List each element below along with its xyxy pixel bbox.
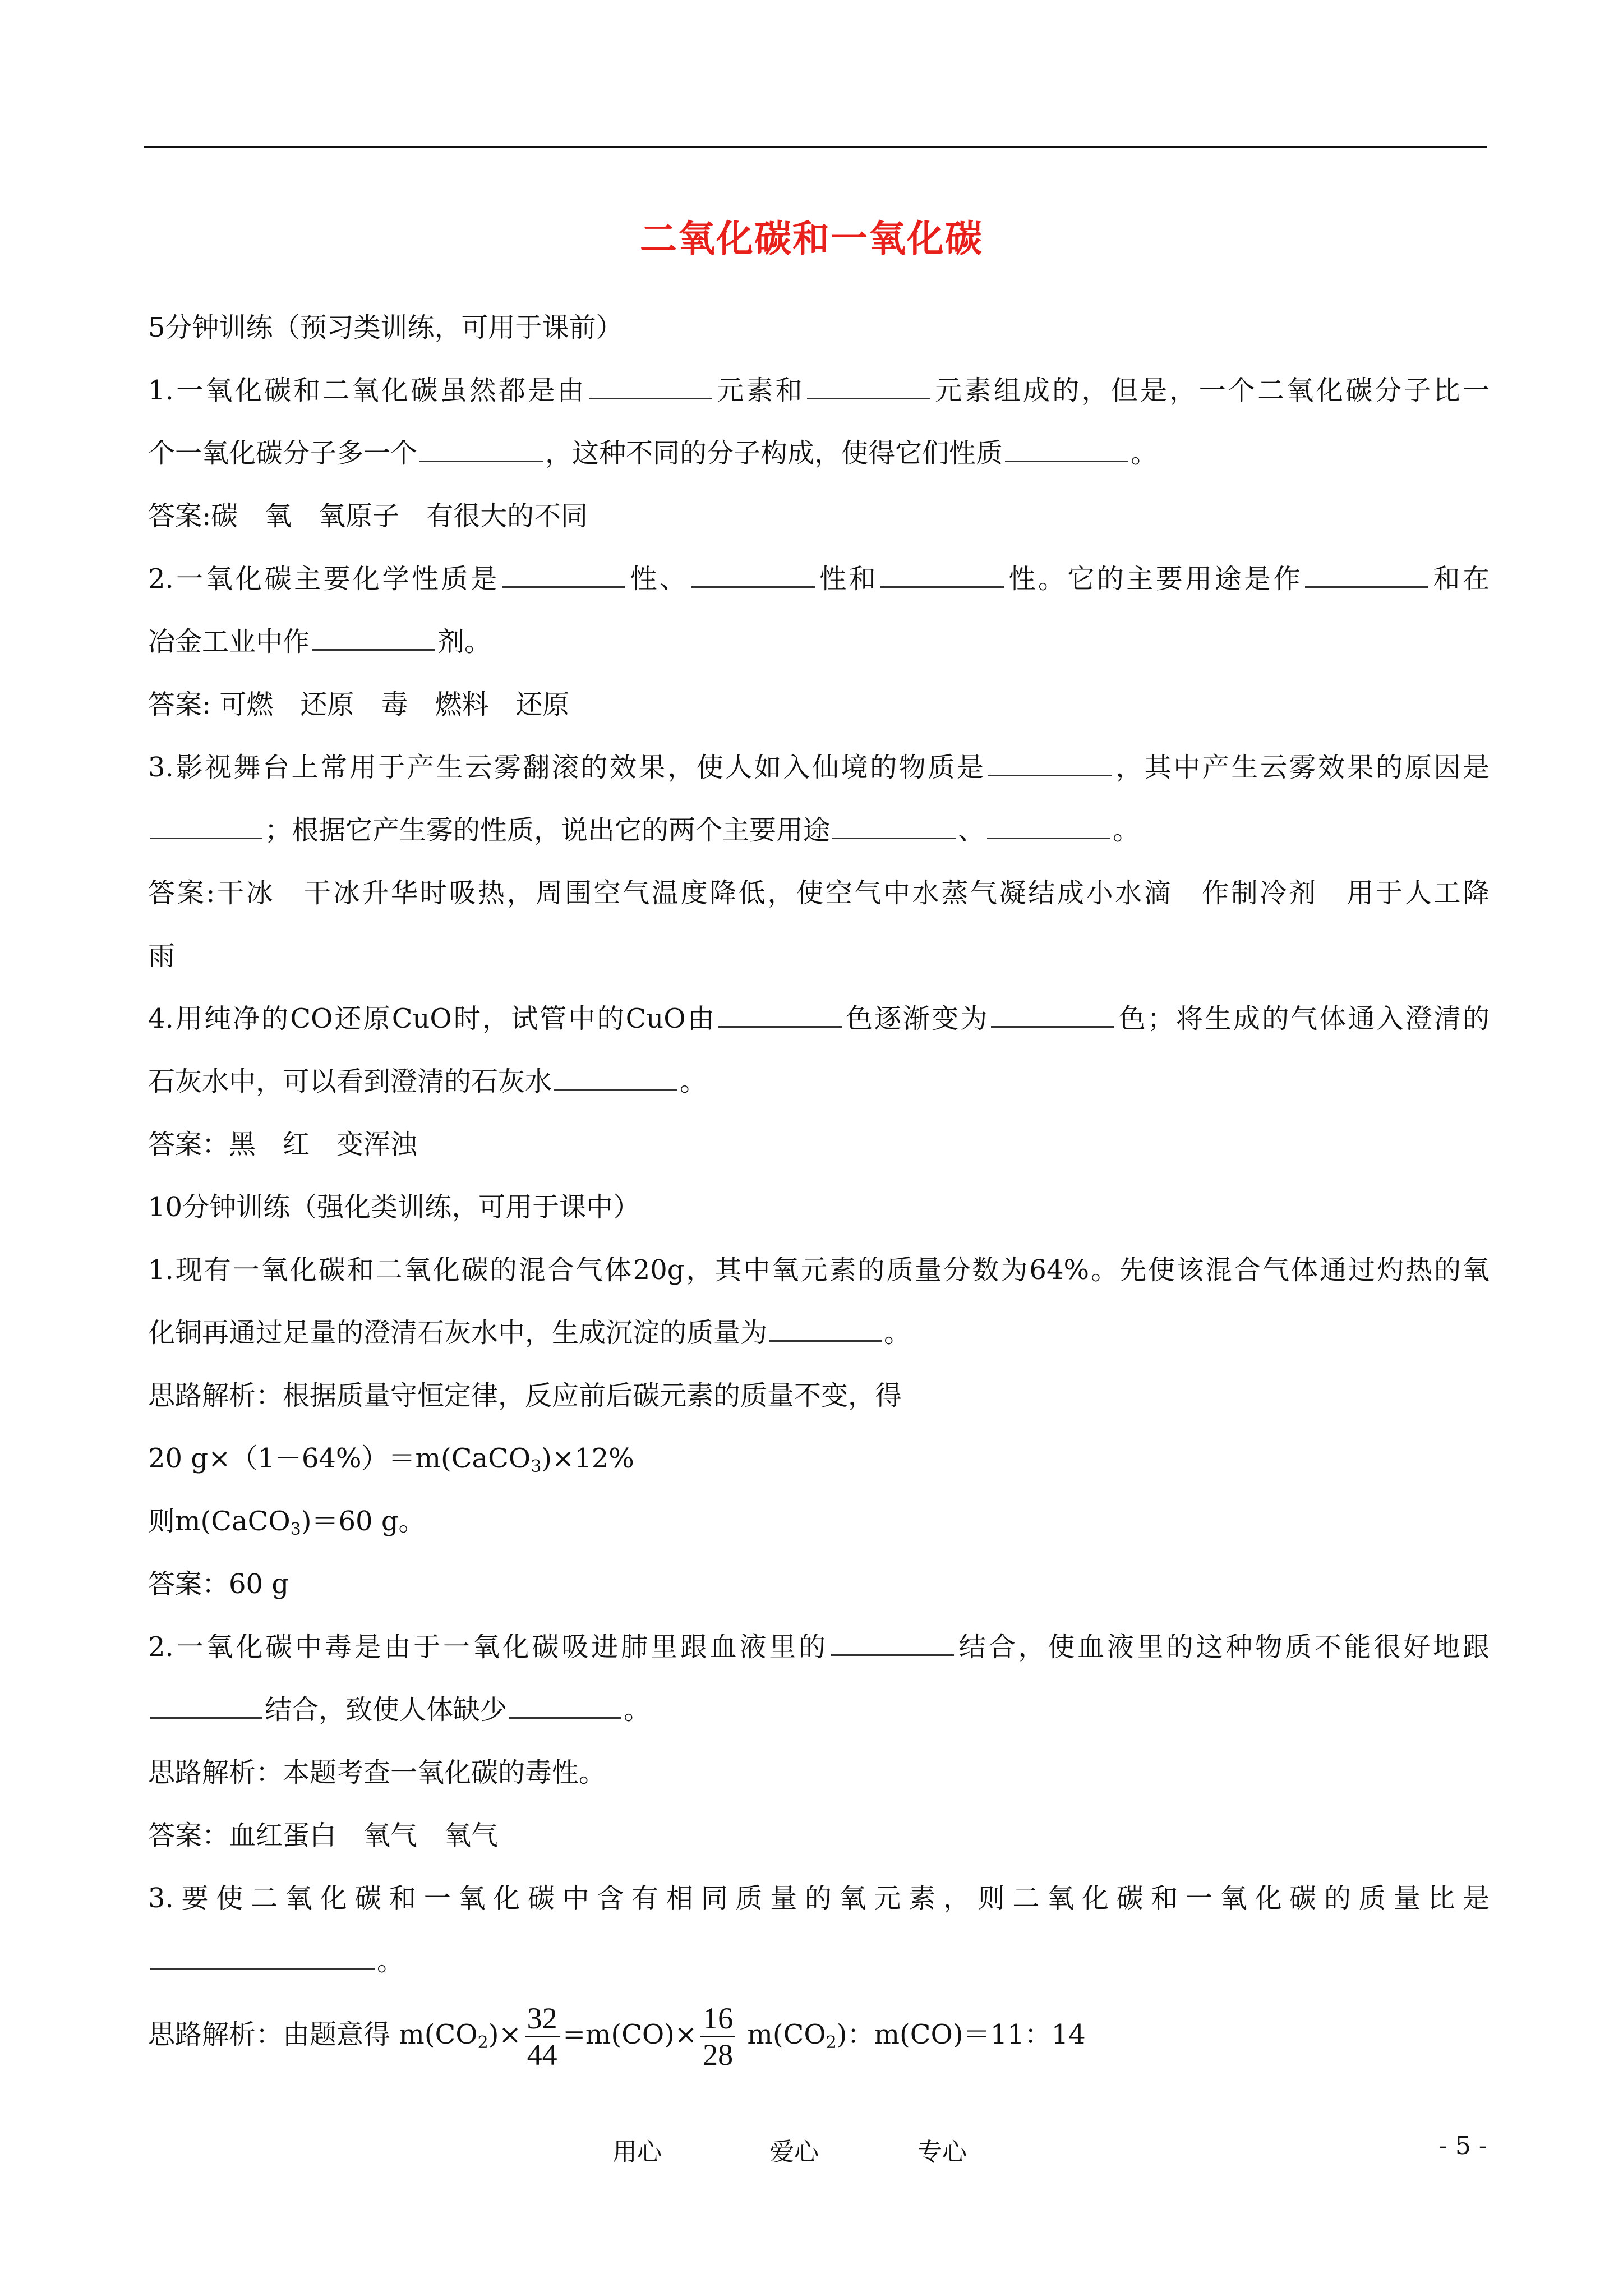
page-title: 二氧化碳和一氧化碳 <box>640 217 983 260</box>
q1-line-1: 1.一氧化碳和二氧化碳虽然都是由 元素和 元素组成的，但是，一个二氧化碳分子比一 <box>148 375 1490 406</box>
p3-analysis: 思路解析：由题意得 $m(CO_2)\times$ $\frac{32}{44}$ =m(CO)× $\frac{16}{28}$ $m(CO_2)$：m(CO)＝11：14 <box>148 2001 1086 2072</box>
p2-answer: 答案：血红蛋白 氧气 氧气 <box>148 1820 499 1851</box>
q3-blank-1[interactable] <box>988 752 1112 776</box>
q1-blank-4[interactable] <box>1005 438 1128 462</box>
p3-blank-1[interactable] <box>150 1946 375 1970</box>
q2-blank-3[interactable] <box>880 564 1004 588</box>
p1-answer: 答案：60 g <box>148 1568 289 1600</box>
section-heading-5min: 5分钟训练（预习类训练，可用于课前） <box>148 312 623 343</box>
p3-line-2: 。 <box>148 1930 1490 1993</box>
q4-line-1: 4.用纯净的CO还原CuO时，试管中的CuO由 色逐渐变为 色；将生成的气体通入澄清的 <box>148 1003 1490 1034</box>
p1-line-2: 化铜再通过足量的澄清石灰水中，生成沉淀的质量为 。 <box>148 1317 911 1349</box>
q3-answer-line-2: 雨 <box>148 940 176 972</box>
q4-blank-2[interactable] <box>991 1004 1114 1028</box>
p2-blank-2[interactable] <box>150 1695 262 1719</box>
footer-word-3: 专心 <box>917 2138 967 2166</box>
q2-blank-1[interactable] <box>502 564 625 588</box>
q1-blank-3[interactable] <box>419 438 543 462</box>
p1-analysis: 思路解析：根据质量守恒定律，反应前后碳元素的质量不变，得 <box>148 1380 902 1411</box>
p2-line-2: 结合，致使人体缺少 。 <box>148 1678 1490 1741</box>
q4-blank-1[interactable] <box>718 1004 842 1028</box>
q3-line-1: 3.影视舞台上常用于产生云雾翻滚的效果，使人如入仙境的物质是 ，其中产生云雾效果的原因是 <box>148 752 1490 783</box>
p2-line-1: 2.一氧化碳中毒是由于一氧化碳吸进肺里跟血液里的 结合，使血液里的这种物质不能很好地跟 <box>148 1631 1490 1663</box>
q1-answer: 答案:碳 氧 氧原子 有很大的不同 <box>148 500 588 532</box>
section-heading-10min: 10分钟训练（强化类训练，可用于课中） <box>148 1191 640 1223</box>
p2-blank-1[interactable] <box>831 1632 954 1656</box>
footer-word-1: 用心 <box>612 2138 662 2166</box>
p2-blank-3[interactable] <box>509 1695 621 1719</box>
q4-blank-3[interactable] <box>554 1066 677 1091</box>
footer-word-2: 爱心 <box>769 2138 819 2166</box>
p1-line-1: 1.现有一氧化碳和二氧化碳的混合气体20g，其中氧元素的质量分数为64%。先使该混合气体通过灼热的氧 <box>148 1254 1490 1286</box>
fraction-32-44: $\frac{32}{44}$ <box>525 2001 560 2072</box>
header-rule <box>144 146 1487 148</box>
p3-line-1: 3.要使二氧化碳和一氧化碳中含有相同质量的氧元素，则二氧化碳和一氧化碳的质量比是 <box>148 1883 1490 1914</box>
q3-blank-4[interactable] <box>987 815 1110 839</box>
q1-blank-1[interactable] <box>589 375 712 399</box>
p1-equation-2: 则m(CaCO$_3$)＝60 g。 <box>148 1506 426 1539</box>
q2-line-2: 冶金工业中作 剂。 <box>148 626 492 657</box>
p2-analysis: 思路解析：本题考查一氧化碳的毒性。 <box>148 1757 606 1788</box>
p1-equation-1: 20 g×（1－64%）＝m(CaCO$_3$)×12% <box>148 1443 634 1476</box>
q2-line-1: 2.一氧化碳主要化学性质是 性、 性和 性。它的主要用途是作 和在 <box>148 563 1490 595</box>
q3-blank-2[interactable] <box>150 815 262 839</box>
page-number: - 5 - <box>1439 2132 1487 2160</box>
q2-blank-4[interactable] <box>1305 564 1428 588</box>
p1-blank-1[interactable] <box>769 1318 882 1342</box>
q3-blank-3[interactable] <box>832 815 956 839</box>
q4-line-2: 石灰水中，可以看到澄清的石灰水 。 <box>148 1066 707 1097</box>
q2-answer: 答案: 可燃 还原 毒 燃料 还原 <box>148 689 570 720</box>
q1-blank-2[interactable] <box>807 375 930 399</box>
fraction-16-28: $\frac{16}{28}$ <box>700 2001 735 2072</box>
q3-line-2: ；根据它产生雾的性质，说出它的两个主要用途 、 。 <box>148 799 1490 862</box>
q2-blank-5[interactable] <box>312 627 435 651</box>
q4-answer: 答案：黑 红 变浑浊 <box>148 1129 418 1160</box>
q2-blank-2[interactable] <box>691 564 815 588</box>
q1-line-2: 个一氧化碳分子多一个 ，这种不同的分子构成，使得它们性质 。 <box>148 438 1158 469</box>
q3-answer-line-1: 答案:干冰 干冰升华时吸热，周围空气温度降低，使空气中水蒸气凝结成小水滴 作制冷剂 用于人工降 <box>148 877 1490 909</box>
document-body <box>148 296 1490 2077</box>
